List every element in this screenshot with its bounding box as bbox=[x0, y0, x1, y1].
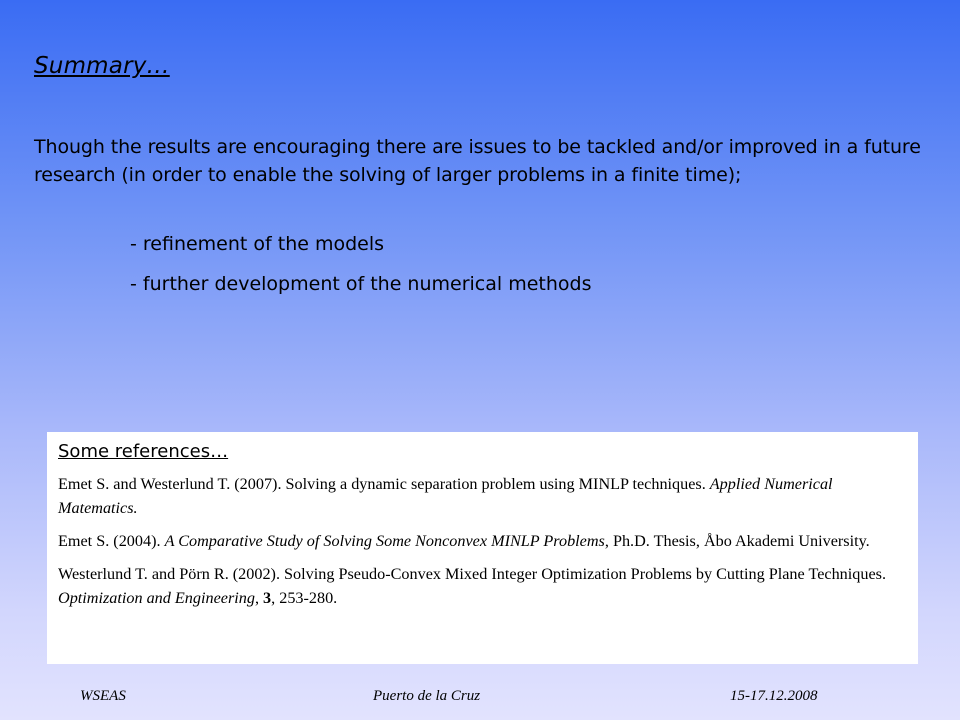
reference-details: , Ph.D. Thesis, Åbo Akademi University. bbox=[604, 532, 870, 550]
footer-date: 15-17.12.2008 bbox=[730, 688, 818, 704]
footer-conference: WSEAS bbox=[80, 688, 126, 704]
footer-location: Puerto de la Cruz bbox=[373, 688, 481, 704]
reference-authors: Emet S. (2004). bbox=[58, 532, 165, 550]
reference-pages: , 253-280. bbox=[271, 589, 338, 607]
reference-item bbox=[58, 529, 906, 553]
reference-journal: Applied Numerical Matematics. bbox=[58, 475, 833, 517]
references-title: Some references… bbox=[58, 441, 229, 462]
reference-authors: Emet S. and Westerlund T. (2007). bbox=[58, 475, 286, 493]
slide-title: Summary… bbox=[34, 53, 170, 79]
summary-paragraph: Though the results are encouraging there are issues to be tackled and/or improved in a future research (in order to enable the solving of larger problems in a finite time); bbox=[34, 136, 921, 186]
reference-work: A Comparative Study of Solving Some Nonconvex MINLP Problems bbox=[164, 532, 605, 550]
reference-journal: Optimization and Engineering bbox=[58, 589, 255, 607]
reference-authors: Westerlund T. and Pörn R. (2002). bbox=[58, 565, 285, 583]
reference-separator: , bbox=[254, 589, 264, 607]
reference-item bbox=[58, 472, 906, 520]
reference-volume: 3 bbox=[263, 589, 272, 607]
bullet-item: - refinement of the models bbox=[130, 233, 385, 255]
bullet-item: - further development of the numerical methods bbox=[130, 273, 592, 295]
reference-item bbox=[58, 562, 906, 610]
reference-work: Solving Pseudo-Convex Mixed Integer Optimization Problems by Cutting Plane Techniques. bbox=[284, 565, 886, 583]
reference-work: Solving a dynamic separation problem using MINLP techniques. bbox=[285, 475, 710, 493]
references-box bbox=[47, 432, 918, 664]
